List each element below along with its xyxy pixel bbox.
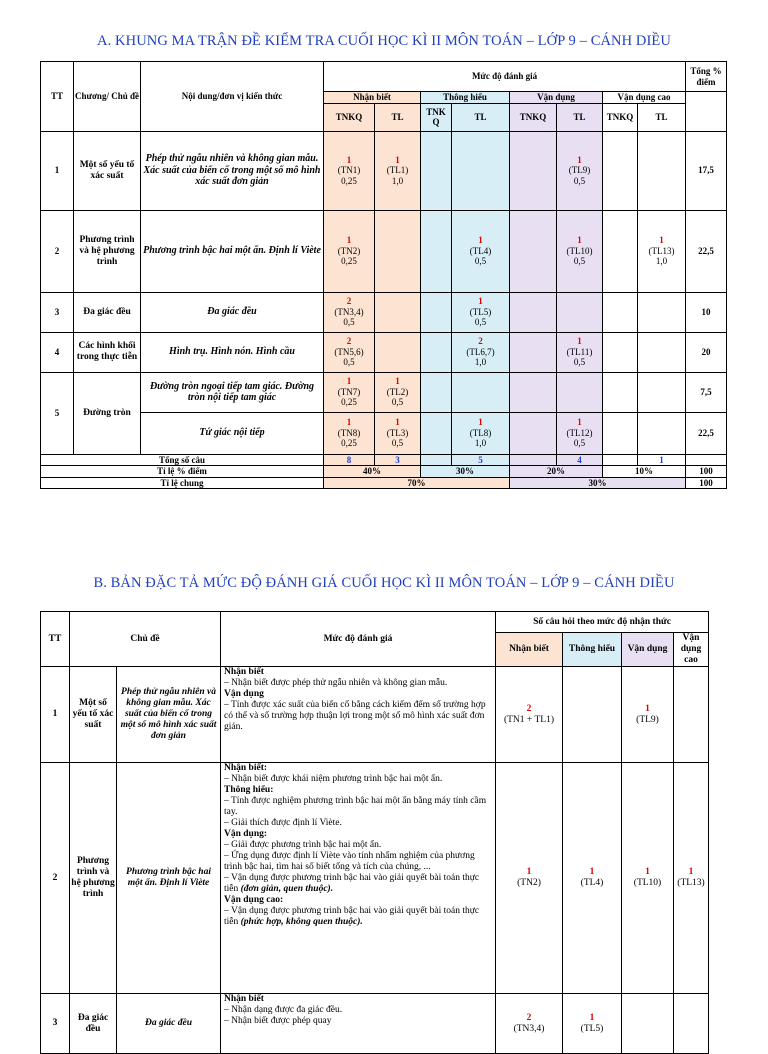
cell-tong: 7,5 <box>686 372 727 412</box>
header-nb-tnkq: TNKQ <box>324 103 375 131</box>
summary-label: Tỉ lệ chung <box>41 477 324 489</box>
row-tt: 5 <box>41 372 74 454</box>
row-content: Phương trình bậc hai một ẩn. Định lí Viète <box>141 210 324 292</box>
header-th-tl: TL <box>452 103 510 131</box>
summary-row-general: Tỉ lệ chung 70% 30% 100 <box>41 477 727 489</box>
cell-tong: 17,5 <box>686 131 727 210</box>
table-row <box>41 412 727 454</box>
row-topic: Đường tròn <box>74 372 141 454</box>
cell-nb-tnkq: 1 (TN1) 0,25 <box>324 131 375 210</box>
row-subtopic: Phép thử ngẫu nhiên và không gian mẫu. Xác suất của biến cố trong một số mô hình xác suất đơn giản <box>117 667 221 763</box>
row-tt: 2 <box>41 210 74 292</box>
header-nhanbiet: Nhận biết <box>324 92 421 104</box>
summary-label: Tỉ lệ % điểm <box>41 466 324 478</box>
specification-title: B. BẢN ĐẶC TẢ MỨC ĐỘ ĐÁNH GIÁ CUỐI HỌC KÌ II MÔN TOÁN – LỚP 9 – CÁNH DIỀU <box>93 575 675 591</box>
summary-label: Tổng số câu <box>41 454 324 466</box>
header-nb-tl: TL <box>375 103 421 131</box>
cell-vd-tl: 1 (TL9) 0,5 <box>557 131 603 210</box>
summary-row-count: Tổng số câu 8 3 5 4 1 <box>41 454 727 466</box>
row-tt: 2 <box>41 763 70 994</box>
cell-nb-tnkq: 2 (TN3,4) 0,5 <box>324 292 375 332</box>
row-description: Nhận biết: – Nhận biết được khái niệm phương trình bậc hai một ẩn. Thông hiểu: – Tính được nghiệm phương trình bậc hai một ẩn bằng máy tính cầm tay. – Giải thích được định lí Viète. Vận dụng: – Giải được phương trình bậc hai một ẩn. – Ứng dụng được định lí Viète vào tính nhẩm nghiệm của phương trình bậc hai, tìm hai số biết tổng và tích của chúng, ... – Vận dụng được phương trình bậc hai vào giải quyết bài toán thực tiễn (đơn giản, quen thuộc). Vận dụng cao: – Vận dụng được phương trình bậc hai vào giải quyết bài toán thực tiễn (phức hợp, không quen thuộc). <box>221 763 496 994</box>
cell-nb-tl: 1 (TL2) 0,5 <box>375 372 421 412</box>
table-row <box>41 667 709 763</box>
cell-tong: 22,5 <box>686 412 727 454</box>
cell-nb-tnkq: 2 (TN5,6) 0,5 <box>324 332 375 372</box>
row-content: Phép thử ngẫu nhiên và không gian mẫu. Xác suất của biến cố trong một số mô hình xác suất đơn giản <box>141 131 324 210</box>
header-vandungcao: Vận dụng cao <box>674 633 709 667</box>
header-thonghieu: Thông hiểu <box>563 633 622 667</box>
row-tt: 4 <box>41 332 74 372</box>
header-chuong: Chương/ Chủ đề <box>74 62 141 132</box>
cell-nb-tnkq: 1 (TN2) 0,25 <box>324 210 375 292</box>
row-topic: Phương trình và hệ phương trình <box>74 210 141 292</box>
cell-tong: 10 <box>686 292 727 332</box>
header-tong: Tổng % điểm <box>686 62 727 92</box>
header-mucdo: Mức độ đánh giá <box>324 62 686 92</box>
cell-nb-tnkq: 1 (TN7) 0,25 <box>324 372 375 412</box>
row-subtopic: Phương trình bậc hai một ẩn. Định lí Viète <box>117 763 221 994</box>
row-tt: 1 <box>41 667 70 763</box>
header-vd-tl: TL <box>557 103 603 131</box>
table-row <box>41 210 727 292</box>
header-nhanbiet: Nhận biết <box>496 633 563 667</box>
cell-vd-tl: 1 (TL12) 0,5 <box>557 412 603 454</box>
cell-vd: 1 (TL10) <box>622 763 674 994</box>
row-content: Đường tròn ngoại tiếp tam giác. Đường tròn nội tiếp tam giác <box>141 372 324 412</box>
header-vandung: Vận dụng <box>510 92 603 104</box>
row-description: Nhận biết – Nhận biết được phép thử ngẫu nhiên và không gian mẫu. Vận dụng – Tính được xác suất của biến cố bằng cách kiểm đếm số trường hợp có thể và số trường hợp thuận lợi trong một số mô hình xác suất đơn giản. <box>221 667 496 763</box>
cell-th-tl: 1 (TL8) 1,0 <box>452 412 510 454</box>
cell-th: 1 (TL4) <box>563 763 622 994</box>
row-tt: 1 <box>41 131 74 210</box>
cell-th-tl: 1 (TL5) 0,5 <box>452 292 510 332</box>
header-vandung: Vận dụng <box>622 633 674 667</box>
row-content: Tứ giác nội tiếp <box>141 412 324 454</box>
row-topic: Đa giác đều <box>70 994 117 1054</box>
cell-vdc-tl: 1 (TL13) 1,0 <box>638 210 686 292</box>
assessment-matrix-table <box>40 61 727 489</box>
specification-table <box>40 611 709 1054</box>
cell-th-tl: 1 (TL4) 0,5 <box>452 210 510 292</box>
table-row <box>41 372 727 412</box>
header-vandungcao: Vận dụng cao <box>603 92 686 104</box>
header-mucdo: Mức độ đánh giá <box>221 612 496 667</box>
cell-nb-tl: 1 (TL3) 0,5 <box>375 412 421 454</box>
header-thonghieu: Thông hiểu <box>421 92 510 104</box>
row-topic: Một số yếu tố xác suất <box>70 667 117 763</box>
row-tt: 3 <box>41 292 74 332</box>
table-row <box>41 292 727 332</box>
header-socau: Số câu hỏi theo mức độ nhận thức <box>496 612 709 633</box>
row-topic: Đa giác đều <box>74 292 141 332</box>
header-vdc-tnkq: TNKQ <box>603 103 638 131</box>
table-row <box>41 131 727 210</box>
cell-th-tl: 2 (TL6,7) 1,0 <box>452 332 510 372</box>
cell-nb: 2 (TN3,4) <box>496 994 563 1054</box>
header-vdc-tl: TL <box>638 103 686 131</box>
header-tt: TT <box>41 62 74 132</box>
cell-th: 1 (TL5) <box>563 994 622 1054</box>
matrix-title: A. KHUNG MA TRẬN ĐỀ KIỂM TRA CUỐI HỌC KÌ II MÔN TOÁN – LỚP 9 – CÁNH DIỀU <box>97 33 671 49</box>
cell-vd-tl: 1 (TL11) 0,5 <box>557 332 603 372</box>
header-vd-tnkq: TNKQ <box>510 103 557 131</box>
row-topic: Các hình khối trong thực tiễn <box>74 332 141 372</box>
cell-tong: 22,5 <box>686 210 727 292</box>
row-topic: Một số yếu tố xác suất <box>74 131 141 210</box>
cell-nb-tnkq: 1 (TN8) 0,25 <box>324 412 375 454</box>
row-content: Hình trụ. Hình nón. Hình cầu <box>141 332 324 372</box>
cell-nb: 2 (TN1 + TL1) <box>496 667 563 763</box>
cell-vdc: 1 (TL13) <box>674 763 709 994</box>
header-noidung: Nội dung/đơn vị kiến thức <box>141 62 324 132</box>
cell-nb-tl: 1 (TL1) 1,0 <box>375 131 421 210</box>
table-row <box>41 763 709 994</box>
header-th-tnkq: TNK Q <box>421 103 452 131</box>
row-tt: 3 <box>41 994 70 1054</box>
summary-row-percent: Tỉ lệ % điểm 40% 30% 20% 10% 100 <box>41 466 727 478</box>
header-chude: Chủ đề <box>70 612 221 667</box>
header-tt: TT <box>41 612 70 667</box>
cell-nb: 1 (TN2) <box>496 763 563 994</box>
table-row <box>41 332 727 372</box>
cell-tong: 20 <box>686 332 727 372</box>
cell-vd-tl: 1 (TL10) 0,5 <box>557 210 603 292</box>
row-content: Đa giác đều <box>141 292 324 332</box>
row-description: Nhận biết – Nhận dạng được đa giác đều. – Nhận biết được phép quay <box>221 994 496 1054</box>
row-subtopic: Đa giác đều <box>117 994 221 1054</box>
row-topic: Phương trình và hệ phương trình <box>70 763 117 994</box>
cell-vd: 1 (TL9) <box>622 667 674 763</box>
